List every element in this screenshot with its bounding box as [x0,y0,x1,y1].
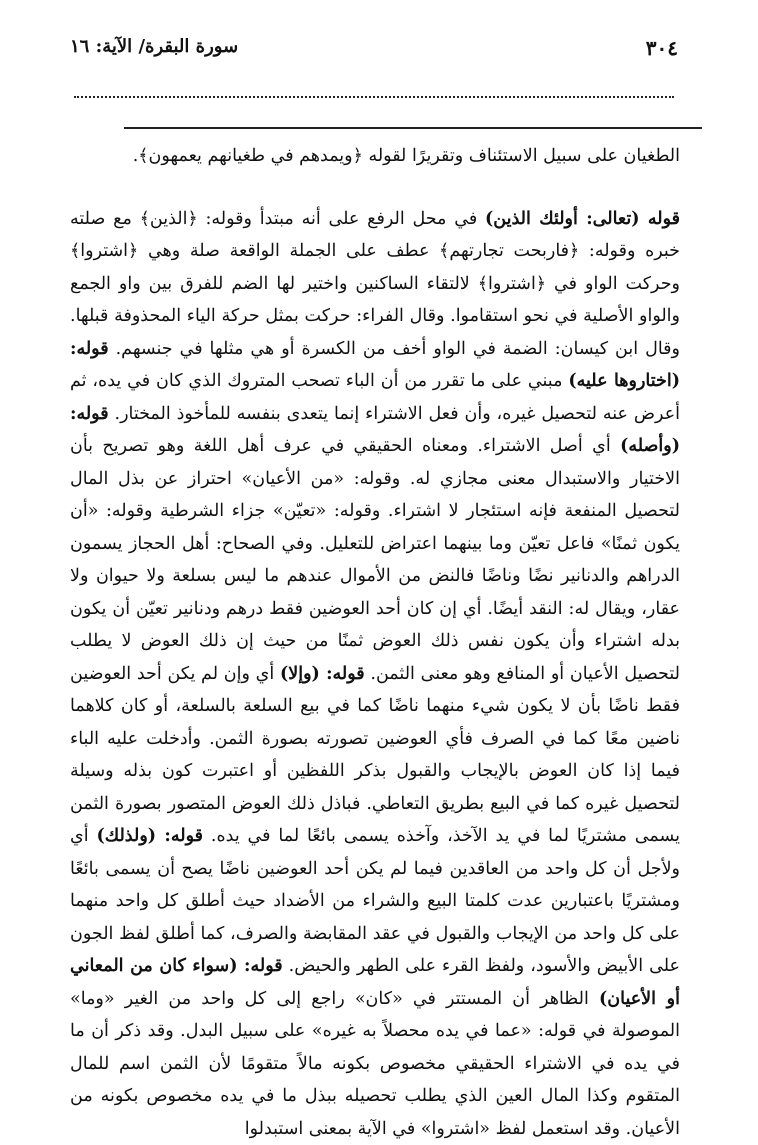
paragraph-commentary [70,203,680,1145]
lemma-5: قوله: (ولذلك) [96,826,203,846]
body-text [70,140,680,1145]
commentary-6: الظاهر أن المستتر في «كان» راجع إلى كل واحد من الغير «وما» الموصولة في قوله: «عما في يده محصلاً به غيره» على سبيل البدل. وقد ذكر أن ما في يده في الاشتراء الحقيقي مخصوص بكونه مالاً متقومًا لأن الثمن اسم للمال المتقوم وكذا المال العين الذي يطلب تحصيله ببذل ما في يده مخصوص بكونه من الأعيان. وقد استعمل لفظ «اشتروا» في الآية بمعنى استبدلوا [70,989,680,1139]
lemma-1: قوله (تعالى: أولئك الذين) [485,209,680,229]
horizontal-rule [124,127,702,129]
paragraph-continuation: الطغيان على سبيل الاستئناف وتقريرًا لقوله ﴿ويمدهم في طغيانهم يعمهون﴾. [70,140,680,173]
dotted-separator [74,84,674,98]
commentary-3: أي أصل الاشتراء. ومعناه الحقيقي في عرف أهل اللغة وهو تصريح بأن الاختيار والاستبدال معنى مجازي له. وقوله: «من الأعيان» احتراز عن بذل المال لتحصيل المنفعة فإنه استئجار لا اشتراء. وقوله: «تعيّن» جزاء الشرطية وقوله: «أن يكون ثمنًا» فاعل تعيّن وما بينهما اعتراض للتعليل. وفي الصحاح: أهل الحجاز يسمون الدراهم والدنانير نضًا وناضًا فالنض من الأموال عندهم ما ليس بسلعة ولا حيوان ولا عقار، ويقال له: النقد أيضًا. أي إن كان أحد العوضين فقط درهم ودنانير تعيّن أن يكون بدله اشتراء وأن يكون نفس ذلك العوض ثمنًا من حيث إن ذلك العوض لا يطلب لتحصيل الأعيان أو المنافع وهو معنى الثمن. [70,436,680,684]
lemma-6: قوله: (سواء كان من المعاني أو الأعيان) [70,956,680,1009]
page-number: ٣٠٤ [646,36,678,60]
lemma-3: قوله: (وأصله) [70,404,680,457]
running-title: سورة البقرة/ الآية: ١٦ [70,36,238,57]
commentary-2: مبني على ما تقرر من أن الباء تصحب المتروك الذي كان في يده، ثم أعرض عنه لتحصيل غيره، وأن فعل الاشتراء إنما يتعدى بنفسه للمأخوذ المختار. [70,371,680,424]
commentary-4: أي وإن لم يكن أحد العوضين فقط ناضًا بأن لا يكون شيء منهما ناضًا كما في بيع السلعة بالسلعة، أو كان كلاهما ناضين معًا كما في الصرف فأي العوضين تصورته بصورة الثمن. وأدخلت عليه الباء فيما إذا كان العوض بالإيجاب والقبول بذكر اللفظين أو اعتبرت كون بذله وسيلة لتحصيل غيره كما في البيع بطريق التعاطي. فباذل ذلك العوض المتصور بصورة الثمن يسمى مشتريًا لما في يد الآخذ، وآخذه يسمى بائعًا لما في يده. [70,664,680,847]
lemma-4: قوله: (وإلا) [280,664,365,684]
commentary-5: أي ولأجل أن كل واحد من العاقدين فيما لم يكن أحد العوضين ناضًا يصح أن يسمى بائعًا ومشتريًا باعتبارين عدت كلمتا البيع والشراء من الأضداد حيث أطلق كل واحد منهما على كل واحد من الإيجاب والقبول في عقد المقابضة والصرف، كما أطلق لفظ الجون على الأبيض والأسود، ولفظ القرء على الطهر والحيض. [70,826,680,976]
page-header [70,36,678,66]
lemma-2: قوله: (اختاروها عليه) [70,339,680,392]
commentary-1: في محل الرفع على أنه مبتدأ وقوله: ﴿الذين﴾ مع صلته خبره وقوله: ﴿فاربحت تجارتهم﴾ عطف على الجملة الواقعة صلة وهي ﴿اشتروا﴾ وحركت الواو في ﴿اشتروا﴾ لالتقاء الساكنين واختير لها الضم للفرق بين واو الجمع والواو الأصلية في نحو استقاموا. وقال الفراء: حركت بمثل حركة الياء المحذوفة قبلها. وقال ابن كيسان: الضمة في الواو أخف من الكسرة أو هي مثلها في جنسهم. [70,209,680,359]
